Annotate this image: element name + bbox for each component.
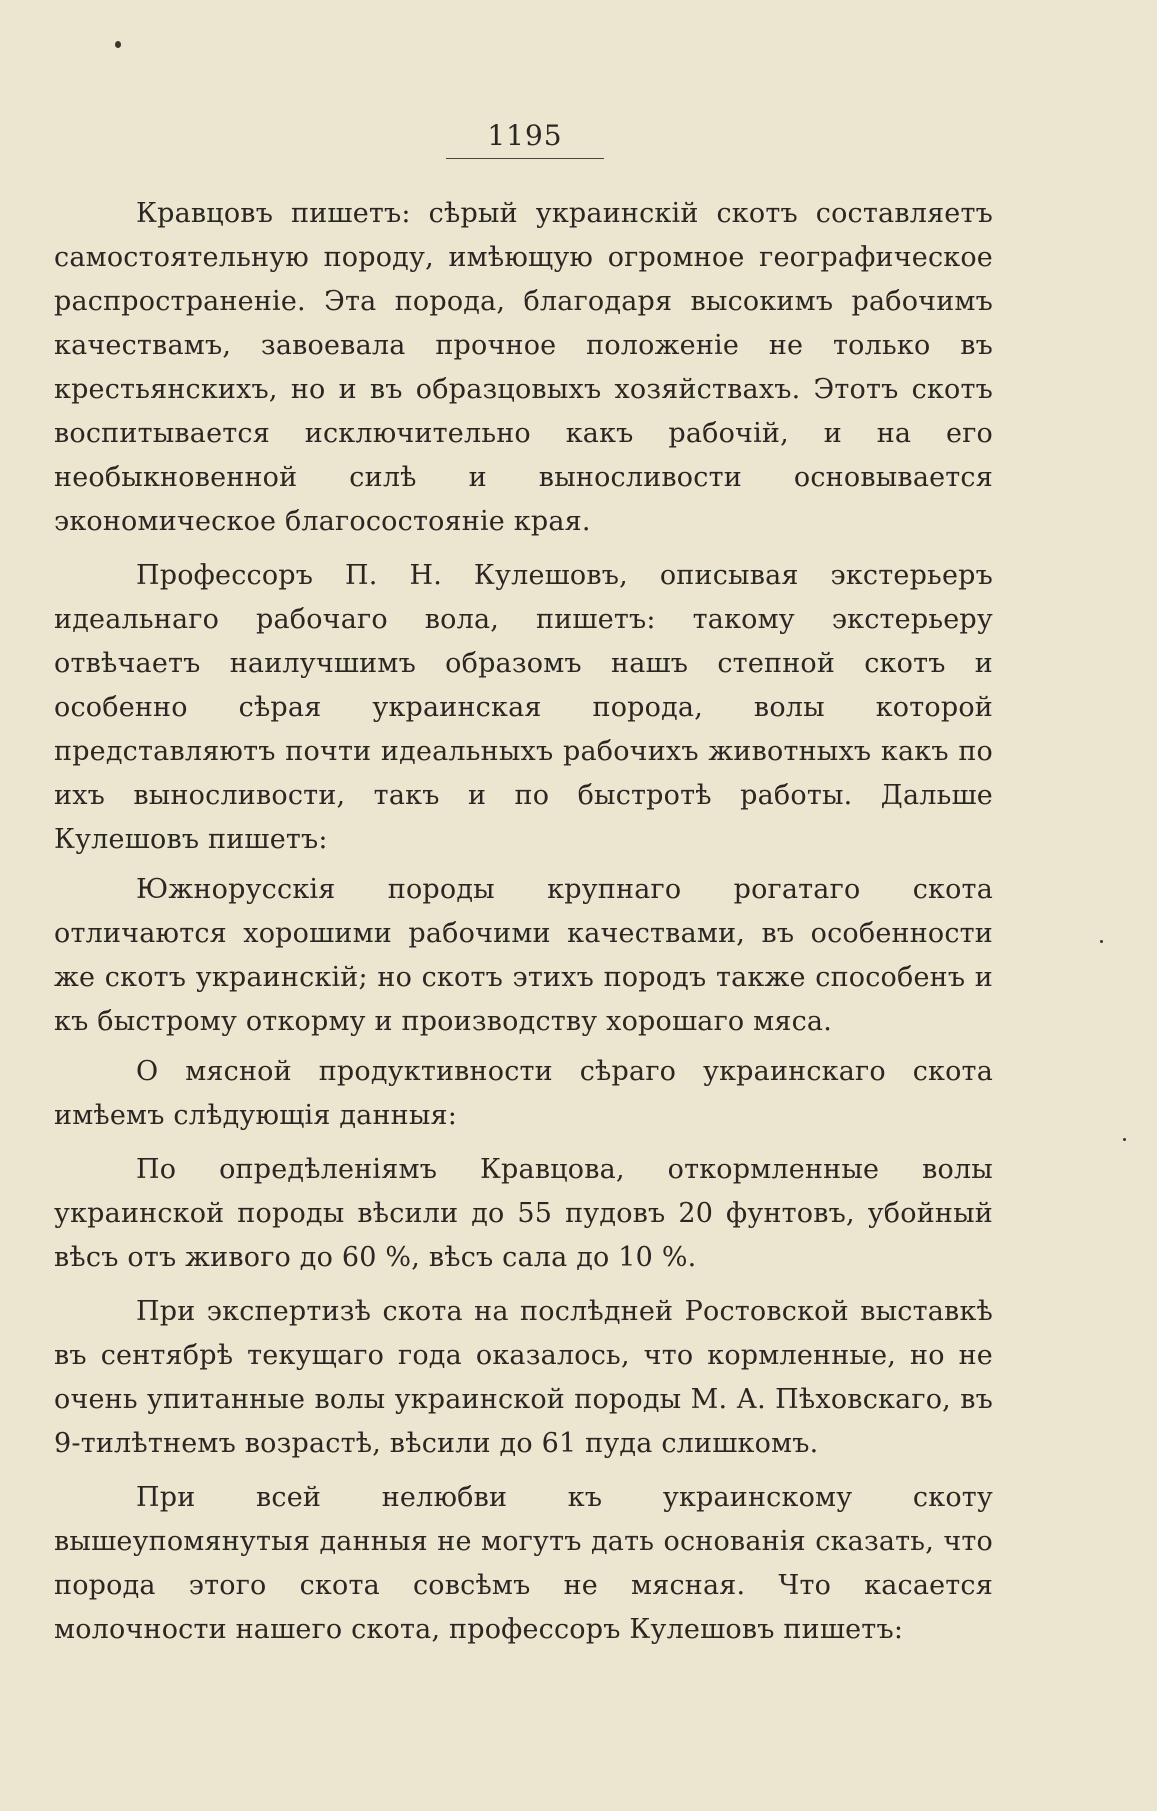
page-number: 1195: [446, 118, 604, 159]
paragraph-2: Профессоръ П. Н. Кулешовъ, описывая экстерьеръ идеальнаго рабочаго вола, пишетъ: такому экстерьеру отвѣчаетъ наилучшимъ образомъ нашъ степной скотъ и особенно сѣрая украинская порода, волы которой представляютъ почти идеальныхъ рабочихъ животныхъ какъ по ихъ выносливости, такъ и по быстротѣ работы. Дальше Кулешовъ пишетъ:: [54, 560, 993, 855]
paragraph-6: При экспертизѣ скота на послѣдней Ростовской выставкѣ въ сентябрѣ текущаго года оказалось, что кормленные, но не очень упитанные волы украинской породы М. А. Пѣховскаго, въ 9-тилѣтнемъ возрастѣ, вѣсили до 61 пуда слишкомъ.: [54, 1296, 993, 1459]
ink-speck: [115, 41, 121, 48]
ink-speck: [1123, 1138, 1126, 1141]
paragraph-1: Кравцовъ пишетъ: сѣрый украинскій скотъ составляетъ самостоятельную породу, имѣющую огромное географическое распространеніе. Эта порода, благодаря высокимъ рабочимъ качествамъ, завоевала прочное положеніе не только въ крестьянскихъ, но и въ образцовыхъ хозяйствахъ. Этотъ скотъ воспитывается исключительно какъ рабочій, и на его необыкновенной силѣ и выносливости основывается экономическое благосостояніе края.: [54, 198, 993, 537]
paragraph-3: Южнорусскія породы крупнаго рогатаго скота отличаются хорошими рабочими качествами, въ особенности же скотъ украинскій; но скотъ этихъ породъ также способенъ и къ быстрому откорму и производству хорошаго мяса.: [54, 874, 993, 1037]
body-text: [54, 192, 993, 1658]
paragraph-4: О мясной продуктивности сѣраго украинскаго скота имѣемъ слѣдующія данныя:: [54, 1056, 993, 1131]
paragraph-5: По опредѣленіямъ Кравцова, откормленные волы украинской породы вѣсили до 55 пудовъ 20 фунтовъ, убойный вѣсъ отъ живого до 60 %, вѣсъ сала до 10 %.: [54, 1154, 993, 1273]
paragraph-7: При всей нелюбви къ украинскому скоту вышеупомянутыя данныя не могутъ дать основанія сказать, что порода этого скота совсѣмъ не мясная. Что касается молочности нашего скота, профессоръ Кулешовъ пишетъ:: [54, 1482, 993, 1645]
ink-speck: [1100, 940, 1103, 943]
